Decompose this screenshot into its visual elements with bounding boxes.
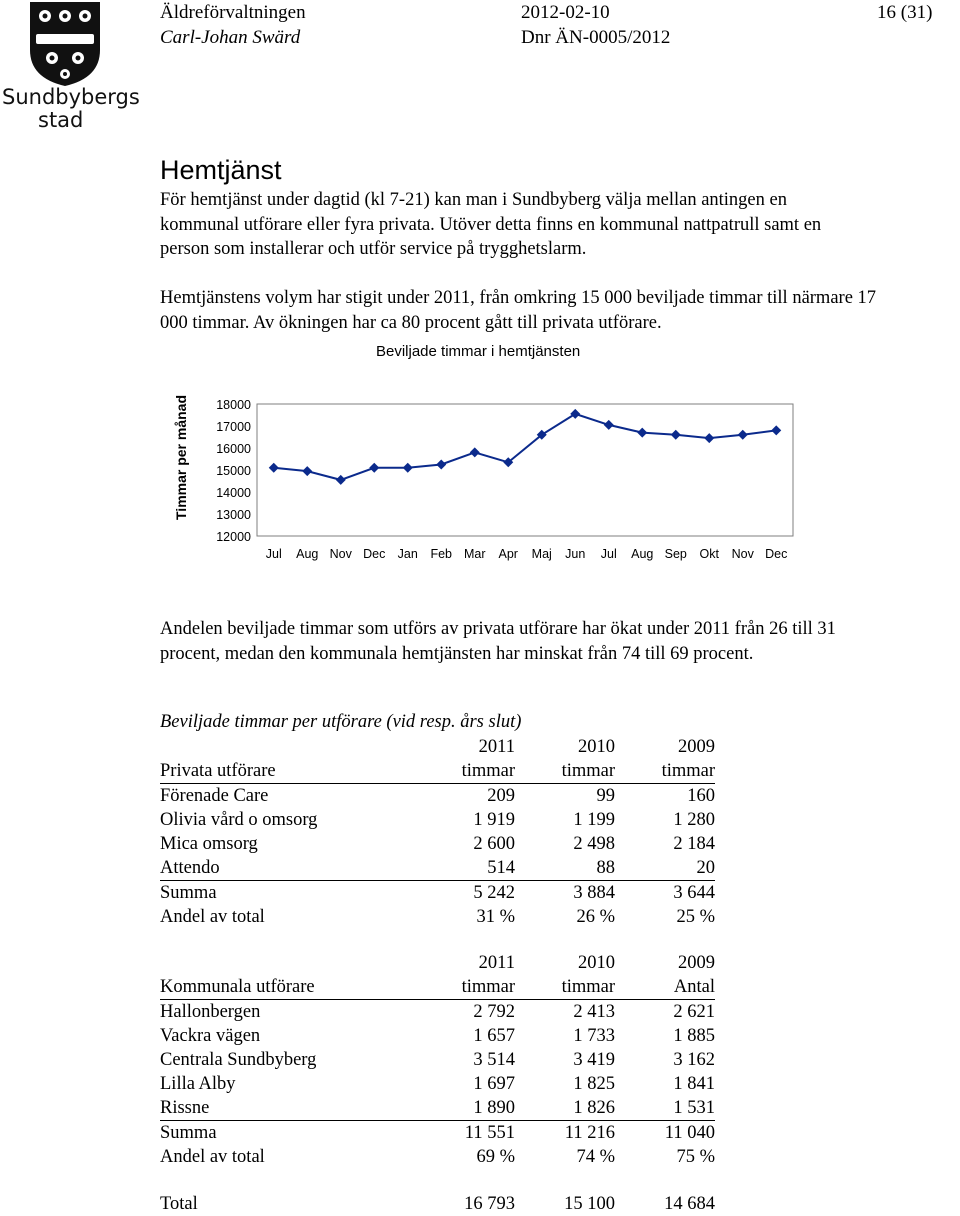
year-header-row-cell: [160, 735, 415, 759]
unit-header-row-cell: Kommunala utförare: [160, 975, 415, 1000]
table-row-cell: Mica omsorg: [160, 834, 258, 854]
x-tick-label: Nov: [731, 547, 754, 561]
unit-header-row-cell: timmar: [415, 759, 515, 784]
chart-title: Beviljade timmar i hemtjänsten: [376, 343, 581, 360]
total-2010: 15 100: [564, 1194, 615, 1214]
table-row-cell: 25 %: [676, 907, 715, 927]
data-point-marker: [671, 430, 681, 440]
table-row-cell: Hallonbergen: [160, 1002, 261, 1022]
unit-header-row: [160, 759, 715, 784]
table-row-cell: 1 919: [473, 810, 515, 830]
table-row-cell: 2 600: [473, 834, 515, 854]
unit-header-row-cell: timmar: [515, 975, 615, 1000]
data-point-marker: [604, 420, 614, 430]
data-point-marker: [336, 475, 346, 485]
table-row: [160, 1096, 715, 1121]
x-tick-label: Dec: [363, 547, 386, 561]
y-axis-label: Timmar per månad: [173, 394, 189, 520]
data-point-marker: [771, 425, 781, 435]
x-tick-label: Jan: [397, 547, 418, 561]
header-date: 2012-02-10: [521, 2, 610, 23]
table-row-cell: 88: [515, 856, 615, 881]
table-row-cell: 2 184: [673, 834, 715, 854]
y-tick-label: 18000: [216, 398, 251, 412]
table-row-cell: 75 %: [676, 1147, 715, 1167]
data-point-marker: [738, 430, 748, 440]
table-row: [160, 1048, 715, 1072]
total-table: [160, 1192, 715, 1216]
total-2011: 16 793: [464, 1194, 515, 1214]
municipal-providers-table: [160, 951, 715, 1169]
table-row-cell: Olivia vård o omsorg: [160, 810, 318, 830]
data-point-marker: [704, 433, 714, 443]
data-point-marker: [269, 463, 279, 473]
table-row-cell: 99: [596, 786, 615, 806]
unit-header-row-cell: Privata utförare: [160, 759, 415, 784]
table-row-cell: 1 885: [673, 1026, 715, 1046]
paragraph-share: Andelen beviljade timmar som utförs av privata utförare har ökat under 2011 från 26 till 31 procent, medan den kommunala hemtjänsten har minskat från 74 till 69 procent.: [160, 619, 836, 664]
y-tick-label: 13000: [216, 508, 251, 522]
header-org: Äldreförvaltningen: [160, 2, 306, 23]
data-point-marker: [302, 466, 312, 476]
table-row-cell: Attendo: [160, 856, 415, 881]
table-row-cell: 2 621: [673, 1002, 715, 1022]
x-tick-label: Jul: [600, 547, 617, 561]
table-row-cell: 1 890: [415, 1096, 515, 1121]
x-tick-label: Okt: [699, 547, 719, 561]
table-row-cell: 1 280: [673, 810, 715, 830]
table-row-cell: 1 531: [615, 1096, 715, 1121]
x-tick-label: Apr: [498, 547, 518, 561]
table-row-cell: Andel av total: [160, 907, 265, 927]
logo-line1: Sundbybergs: [2, 85, 140, 109]
table-row: [160, 784, 715, 809]
table-row-cell: 1 825: [573, 1074, 615, 1094]
y-tick-label: 16000: [216, 442, 251, 456]
unit-header-row-cell: Antal: [615, 975, 715, 1000]
table-row-cell: Rissne: [160, 1096, 415, 1121]
table-row-cell: 3 162: [673, 1050, 715, 1070]
x-tick-label: Sep: [664, 547, 687, 561]
x-tick-label: Aug: [296, 547, 319, 561]
table-row-cell: 1 697: [473, 1074, 515, 1094]
data-point-marker: [369, 463, 379, 473]
total-row: [160, 1192, 715, 1216]
year-header-row: [160, 951, 715, 975]
table-row-cell: 3 884: [573, 883, 615, 903]
table-row-cell: Summa: [160, 883, 217, 903]
y-tick-label: 15000: [216, 464, 251, 478]
table-row-cell: 160: [687, 786, 715, 806]
table-row-cell: 2 792: [473, 1002, 515, 1022]
table-row-cell: 11 040: [664, 1123, 715, 1143]
table-row-cell: Centrala Sundbyberg: [160, 1050, 317, 1070]
year-header-row-cell: 2010: [578, 737, 615, 757]
year-header-row-cell: 2009: [678, 953, 715, 973]
data-point-marker: [570, 409, 580, 419]
table-row-cell: Förenade Care: [160, 786, 269, 806]
year-header-row-cell: 2011: [478, 953, 515, 973]
table-row-cell: 1 733: [573, 1026, 615, 1046]
table-row-cell: 74 %: [576, 1147, 615, 1167]
unit-header-row-cell: timmar: [415, 975, 515, 1000]
table-row-cell: Vackra vägen: [160, 1026, 261, 1046]
x-tick-label: Maj: [531, 547, 552, 561]
y-tick-label: 12000: [216, 530, 251, 544]
header-dnr: Dnr ÄN-0005/2012: [521, 27, 671, 48]
x-tick-label: Jul: [265, 547, 282, 561]
table-row-cell: 1 826: [515, 1096, 615, 1121]
table-row-cell: 2 413: [573, 1002, 615, 1022]
table-row-cell: Lilla Alby: [160, 1074, 236, 1094]
data-point-marker: [403, 463, 413, 473]
table-row-cell: 11 551: [464, 1123, 515, 1143]
header-author: Carl-Johan Swärd: [160, 27, 301, 48]
year-header-row-cell: [160, 951, 415, 975]
table-row-cell: 209: [487, 786, 515, 806]
table-row: [160, 856, 715, 881]
total-label: Total: [160, 1194, 198, 1214]
table-row-cell: 31 %: [476, 907, 515, 927]
table-row-cell: 3 644: [673, 883, 715, 903]
plot-area: [257, 404, 793, 536]
table-row-cell: 1 657: [473, 1026, 515, 1046]
x-tick-label: Feb: [430, 547, 453, 561]
unit-header-row-cell: timmar: [615, 759, 715, 784]
table-row-cell: 20: [615, 856, 715, 881]
data-point-marker: [470, 447, 480, 457]
unit-header-row-cell: timmar: [515, 759, 615, 784]
table-title: Beviljade timmar per utförare (vid resp. års slut): [160, 712, 522, 732]
coat-of-arms-icon: [0, 0, 130, 88]
city-logo: [0, 0, 140, 132]
section-heading: Hemtjänst: [160, 155, 282, 185]
year-header-row: [160, 735, 715, 759]
series-line: [274, 414, 777, 480]
table-row: [160, 1145, 715, 1169]
table-row: [160, 832, 715, 856]
y-tick-label: 17000: [216, 420, 251, 434]
table-row: [160, 1072, 715, 1096]
x-tick-label: Aug: [631, 547, 654, 561]
table-row-cell: Summa: [160, 1123, 217, 1143]
table-row-cell: 2 498: [573, 834, 615, 854]
private-providers-table: [160, 735, 715, 929]
table-row: [160, 1024, 715, 1048]
table-row-cell: 3 419: [573, 1050, 615, 1070]
x-tick-label: Nov: [329, 547, 352, 561]
table-row-cell: 3 514: [473, 1050, 515, 1070]
table-row-cell: 5 242: [473, 883, 515, 903]
data-point-marker: [637, 428, 647, 438]
year-header-row-cell: 2011: [478, 737, 515, 757]
table-row: [160, 808, 715, 832]
x-tick-label: Jun: [565, 547, 586, 561]
unit-header-row: [160, 975, 715, 1000]
table-row: [160, 881, 715, 906]
table-row: [160, 905, 715, 929]
year-header-row-cell: 2009: [678, 737, 715, 757]
table-row-cell: 69 %: [476, 1147, 515, 1167]
paragraph-intro: För hemtjänst under dagtid (kl 7-21) kan man i Sundbyberg välja mellan antingen en kommunal utförare eller fyra privata. Utöver detta finns en kommunal nattpatrull samt en person som installerar och utför service på trygghetslarm.: [160, 190, 822, 259]
total-2009: 14 684: [664, 1194, 715, 1214]
x-tick-label: Mar: [463, 547, 486, 561]
table-row-cell: 1 841: [673, 1074, 715, 1094]
x-tick-label: Dec: [765, 547, 788, 561]
table-row: [160, 1000, 715, 1025]
year-header-row-cell: 2010: [578, 953, 615, 973]
y-tick-label: 14000: [216, 486, 251, 500]
data-point-marker: [436, 460, 446, 470]
table-row-cell: 514: [415, 856, 515, 881]
table-row-cell: 26 %: [576, 907, 615, 927]
paragraph-volume: Hemtjänstens volym har stigit under 2011, från omkring 15 000 beviljade timmar till närmare 17 000 timmar. Av ökningen har ca 80 procent gått till privata utförare.: [160, 288, 877, 333]
header-page-number: 16 (31): [877, 2, 933, 23]
table-row-cell: Andel av total: [160, 1147, 265, 1167]
line-chart: [160, 380, 820, 580]
table-row-cell: 1 199: [573, 810, 615, 830]
logo-line2: stad: [38, 108, 84, 132]
table-row: [160, 1121, 715, 1146]
table-row-cell: 11 216: [564, 1123, 615, 1143]
